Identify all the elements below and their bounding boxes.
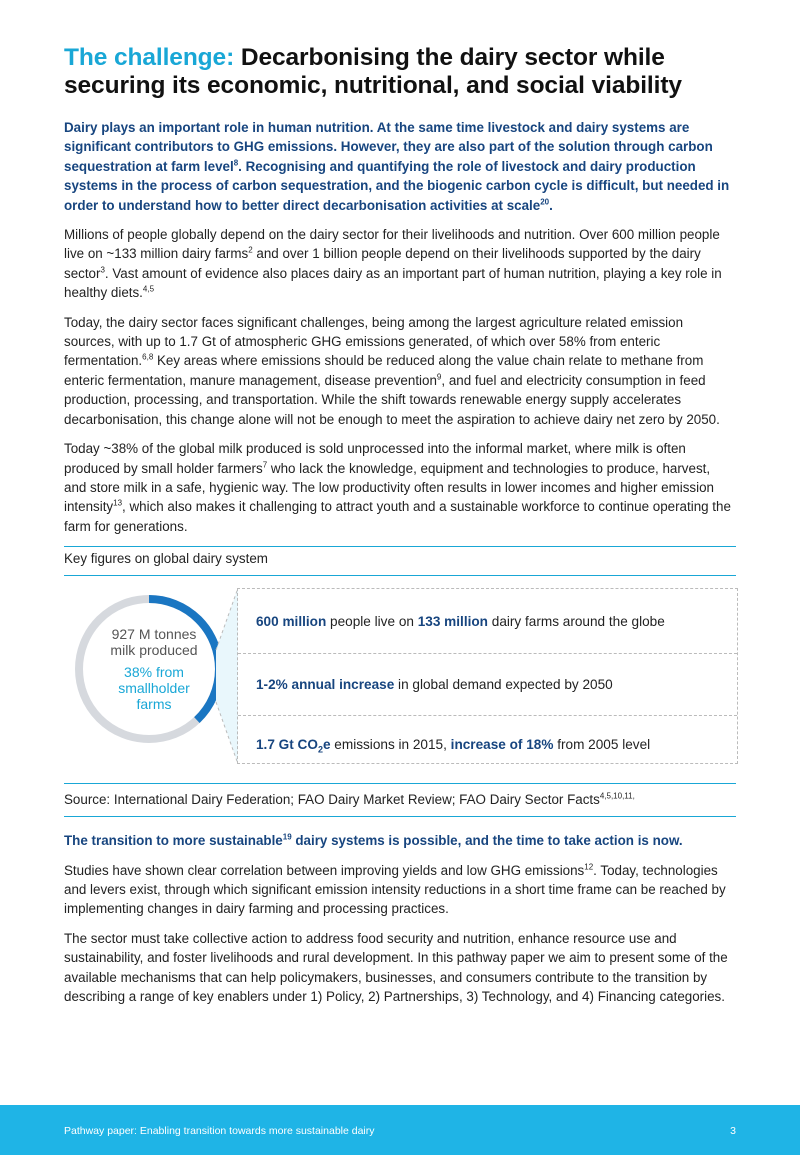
lead2-text-b: dairy systems is possible, and the time to take action is now. — [291, 833, 683, 849]
page-number: 3 — [730, 1125, 736, 1137]
fact-emissions — [256, 736, 726, 754]
donut-line-2: milk produced — [110, 642, 198, 659]
source-text: Source: International Dairy Federation; FAO Dairy Market Review; FAO Dairy Sector Facts — [64, 792, 600, 808]
figure-title: Key figures on global dairy system — [64, 551, 268, 567]
lead-text-2: . Recognising and quantifying the role of livestock and dairy production systems in the process of carbon sequestration, and the biogenic carbon cycle is difficult, but needed in order to understand how to better direct decarbonisation activities at scale — [64, 158, 730, 213]
paragraph-challenges — [64, 313, 736, 429]
fact2-bold-1: 1-2% annual increase — [256, 677, 395, 693]
fact3-bold-2: increase of 18% — [450, 737, 554, 753]
para3-text-b: who lack the knowledge, equipment and technologies to produce, harvest, and store milk in a safe, hygienic way. The low productivity often results in lower incomes and higher emission intensity — [64, 460, 715, 515]
para1-text-a: Millions of people globally depend on the dairy sector for their livelihoods and nutrition. Over 600 million people live on ~133 million dairy farms — [64, 227, 720, 262]
lead-text-3: . — [549, 197, 553, 213]
heading-rest: Decarbonising the dairy sector while securing its economic, nutritional, and social viability — [64, 44, 682, 99]
para2-ref-2: 9 — [436, 372, 442, 382]
lead2-ref-1: 19 — [282, 832, 292, 842]
fact3-co2: 1.7 Gt CO — [256, 737, 318, 753]
fact1-bold-1: 600 million — [256, 614, 327, 630]
figure-body — [64, 576, 736, 783]
figure-bottom-rule — [64, 816, 736, 817]
page-content — [64, 44, 736, 1006]
lead-ref-1: 8 — [233, 158, 239, 168]
paragraph-informal-market — [64, 439, 736, 536]
para3-text-a: Today ~38% of the global milk produced is sold unprocessed into the informal market, where milk is often produced by small holder farmers — [64, 441, 686, 476]
fact-demand — [256, 676, 726, 694]
para2-ref-1: 6,8 — [142, 353, 154, 362]
para4-text-a: Studies have shown clear correlation between improving yields and low GHG emissions — [64, 862, 585, 878]
para4-ref-1: 12 — [584, 862, 594, 872]
para2-text-a: Today, the dairy sector faces significant challenges, being among the largest agriculture related emission sources, with up to 1.7 Gt of atmospheric GHG emissions generated, of which over 58% from enteric fermentation. — [64, 314, 684, 369]
fact3-text-2: from 2005 level — [553, 737, 651, 753]
fact3-text-1: emissions in 2015, — [330, 737, 451, 753]
lead-ref-2: 20 — [540, 197, 550, 207]
donut-chart — [74, 594, 224, 744]
para1-text-b: and over 1 billion people depend on their livelihoods supported by the dairy sector — [64, 246, 701, 281]
lead-paragraph — [64, 118, 736, 215]
fact3-e: e — [322, 737, 331, 753]
fact-farms — [256, 613, 726, 631]
para2-text-b: Key areas where emissions should be reduced along the value chain relate to methane from enteric fermentation, manure management, disease prevention — [64, 353, 704, 388]
donut-line-1: 927 M tonnes — [111, 626, 197, 643]
fact3-bold-1 — [256, 737, 331, 755]
para1-ref-3: 4,5 — [142, 284, 155, 294]
paragraph-studies — [64, 861, 736, 919]
heading-accent: The challenge: — [64, 44, 235, 71]
para1-ref-1: 2 — [248, 245, 253, 255]
para1-text-c: . Vast amount of evidence also places dairy as an important part of human nutrition, playing a key role in healthy diets. — [64, 265, 722, 301]
page-footer — [0, 1105, 800, 1155]
transition-lead — [64, 831, 736, 850]
paragraph-collective-action: The sector must take collective action to address food security and nutrition, enhance resource use and sustainability, and foster livelihoods and rural development. In this pathway paper we aim to present some of the available mechanisms that can help policymakers, businesses, and consumers contribute to the transition by describing a range of key enablers under 1) Policy, 2) Partnerships, 3) Technology, and 4) Financing categories. — [64, 930, 728, 1004]
fact2-text-1: in global demand expected by 2050 — [394, 677, 613, 693]
source-refs: 4,5,10,11, — [599, 791, 635, 801]
fact-divider-2 — [238, 715, 737, 716]
donut-label — [74, 626, 234, 712]
para1-ref-2: 3 — [100, 265, 105, 275]
fact3-subscript: 2 — [317, 744, 323, 755]
fact-divider-1 — [238, 653, 737, 654]
footer-title: Pathway paper: Enabling transition towards more sustainable dairy — [64, 1125, 375, 1137]
para2-text-c: , and fuel and electricity consumption in feed production, processing, and transportation. While the shift towards renewable energy supply accelerates decarbonisation, this change alone will not be enough to meet the aspiration to achieve dairy net zero by 2050. — [64, 372, 720, 427]
para3-ref-1: 7 — [262, 460, 268, 470]
lead-text-1: Dairy plays an important role in human nutrition. At the same time livestock and dairy systems are significant contributors to GHG emissions. However, they are also part of the solution through carbon sequestration at farm level — [64, 120, 713, 174]
paragraph-livelihoods — [64, 225, 736, 303]
donut-line-5: farms — [136, 696, 172, 713]
lead2-text-a: The transition to more sustainable — [64, 833, 283, 849]
figure-source — [64, 784, 736, 816]
fact1-text-1: people live on — [326, 614, 418, 630]
facts-panel — [237, 588, 738, 764]
key-figures-box — [64, 546, 736, 817]
para3-text-c: , which also makes it challenging to attract youth and a sustainable workforce to continue operating the farm for generations. — [64, 499, 731, 534]
donut-line-3: 38% from — [124, 664, 184, 681]
donut-line-4: smallholder — [118, 680, 190, 697]
para4-text-b: . Today, technologies and levers exist, through which significant emission intensity reductions in a short time frame can be reached by implementing changes in dairy farming and processing practices. — [64, 862, 726, 917]
para3-ref-2: 13 — [113, 498, 123, 508]
fact1-text-2: dairy farms around the globe — [487, 614, 665, 630]
page-heading — [64, 44, 736, 100]
fact1-bold-2: 133 million — [417, 614, 488, 630]
